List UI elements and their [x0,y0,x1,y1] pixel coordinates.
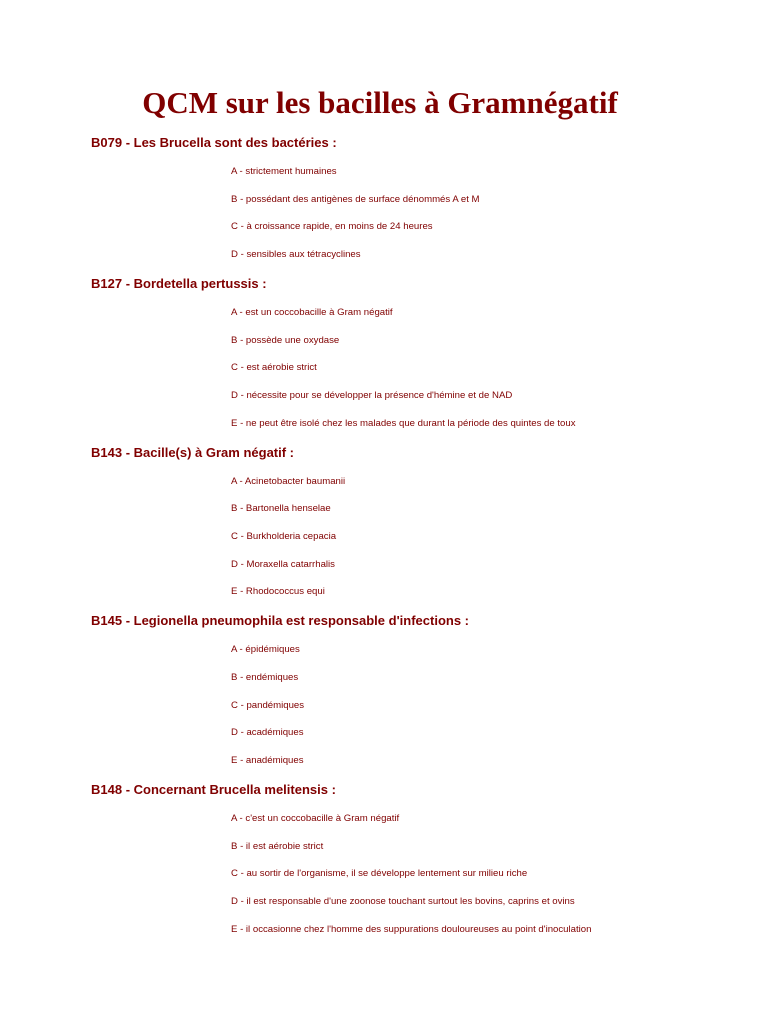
option-item: B - il est aérobie strict [231,840,324,852]
option-item: D - sensibles aux tétracyclines [231,249,361,261]
option-item: C - est aérobie strict [231,362,317,374]
option-item: A - Acinetobacter baumanii [231,475,346,487]
options-list [231,463,768,612]
option-item: B - possède une oxydase [231,334,340,346]
question-title: B127 - Bordetella pertussis : [91,275,267,291]
option-item: A - strictement humaines [231,166,337,178]
question-b148 [0,780,768,949]
question-title: B145 - Legionella pneumophila est responsable d'infections : [91,613,469,629]
option-item: C - pandémiques [231,699,305,711]
options-list [231,294,768,443]
option-item: A - épidémiques [231,644,300,656]
option-item: C - à croissance rapide, en moins de 24 heures [231,221,433,233]
option-item: C - au sortir de l'organisme, il se développe lentement sur milieu riche [231,868,528,880]
option-item: D - nécessite pour se développer la présence d'hémine et de NAD [231,390,513,402]
option-item: D - il est responsable d'une zoonose touchant surtout les bovins, caprins et ovins [231,895,575,907]
question-title: B079 - Les Brucella sont des bactéries : [91,135,337,150]
question-title: B148 - Concernant Brucella melitensis : [91,781,336,797]
option-item: E - il occasionne chez l'homme des suppurations douloureuses au point d'inoculation [231,923,592,935]
option-item: A - est un coccobacille à Gram négatif [231,307,393,319]
option-item: D - académiques [231,727,304,739]
question-b127 [0,274,768,443]
question-b145 [0,611,768,780]
option-item: E - Rhodococcus equi [231,586,325,598]
question-title: B143 - Bacille(s) à Gram négatif : [91,444,295,460]
option-item: B - endémiques [231,671,299,683]
option-item: E - ne peut être isolé chez les malades que durant la période des quintes de toux [231,417,576,429]
options-list [231,800,768,949]
question-b079 [0,133,768,274]
option-item: C - Burkholderia cepacia [231,531,337,542]
options-list [231,631,768,780]
question-b143 [0,443,768,612]
option-item: A - c'est un coccobacille à Gram négatif [231,812,400,824]
page-title: QCM sur les bacilles à Gramnégatif [142,85,618,120]
option-item: B - possédant des antigènes de surface dénommés A et M [231,193,480,205]
option-item: B - Bartonella henselae [231,503,331,515]
option-item: E - anadémiques [231,754,304,766]
options-list [231,153,768,274]
option-item: D - Moraxella catarrhalis [231,558,335,570]
